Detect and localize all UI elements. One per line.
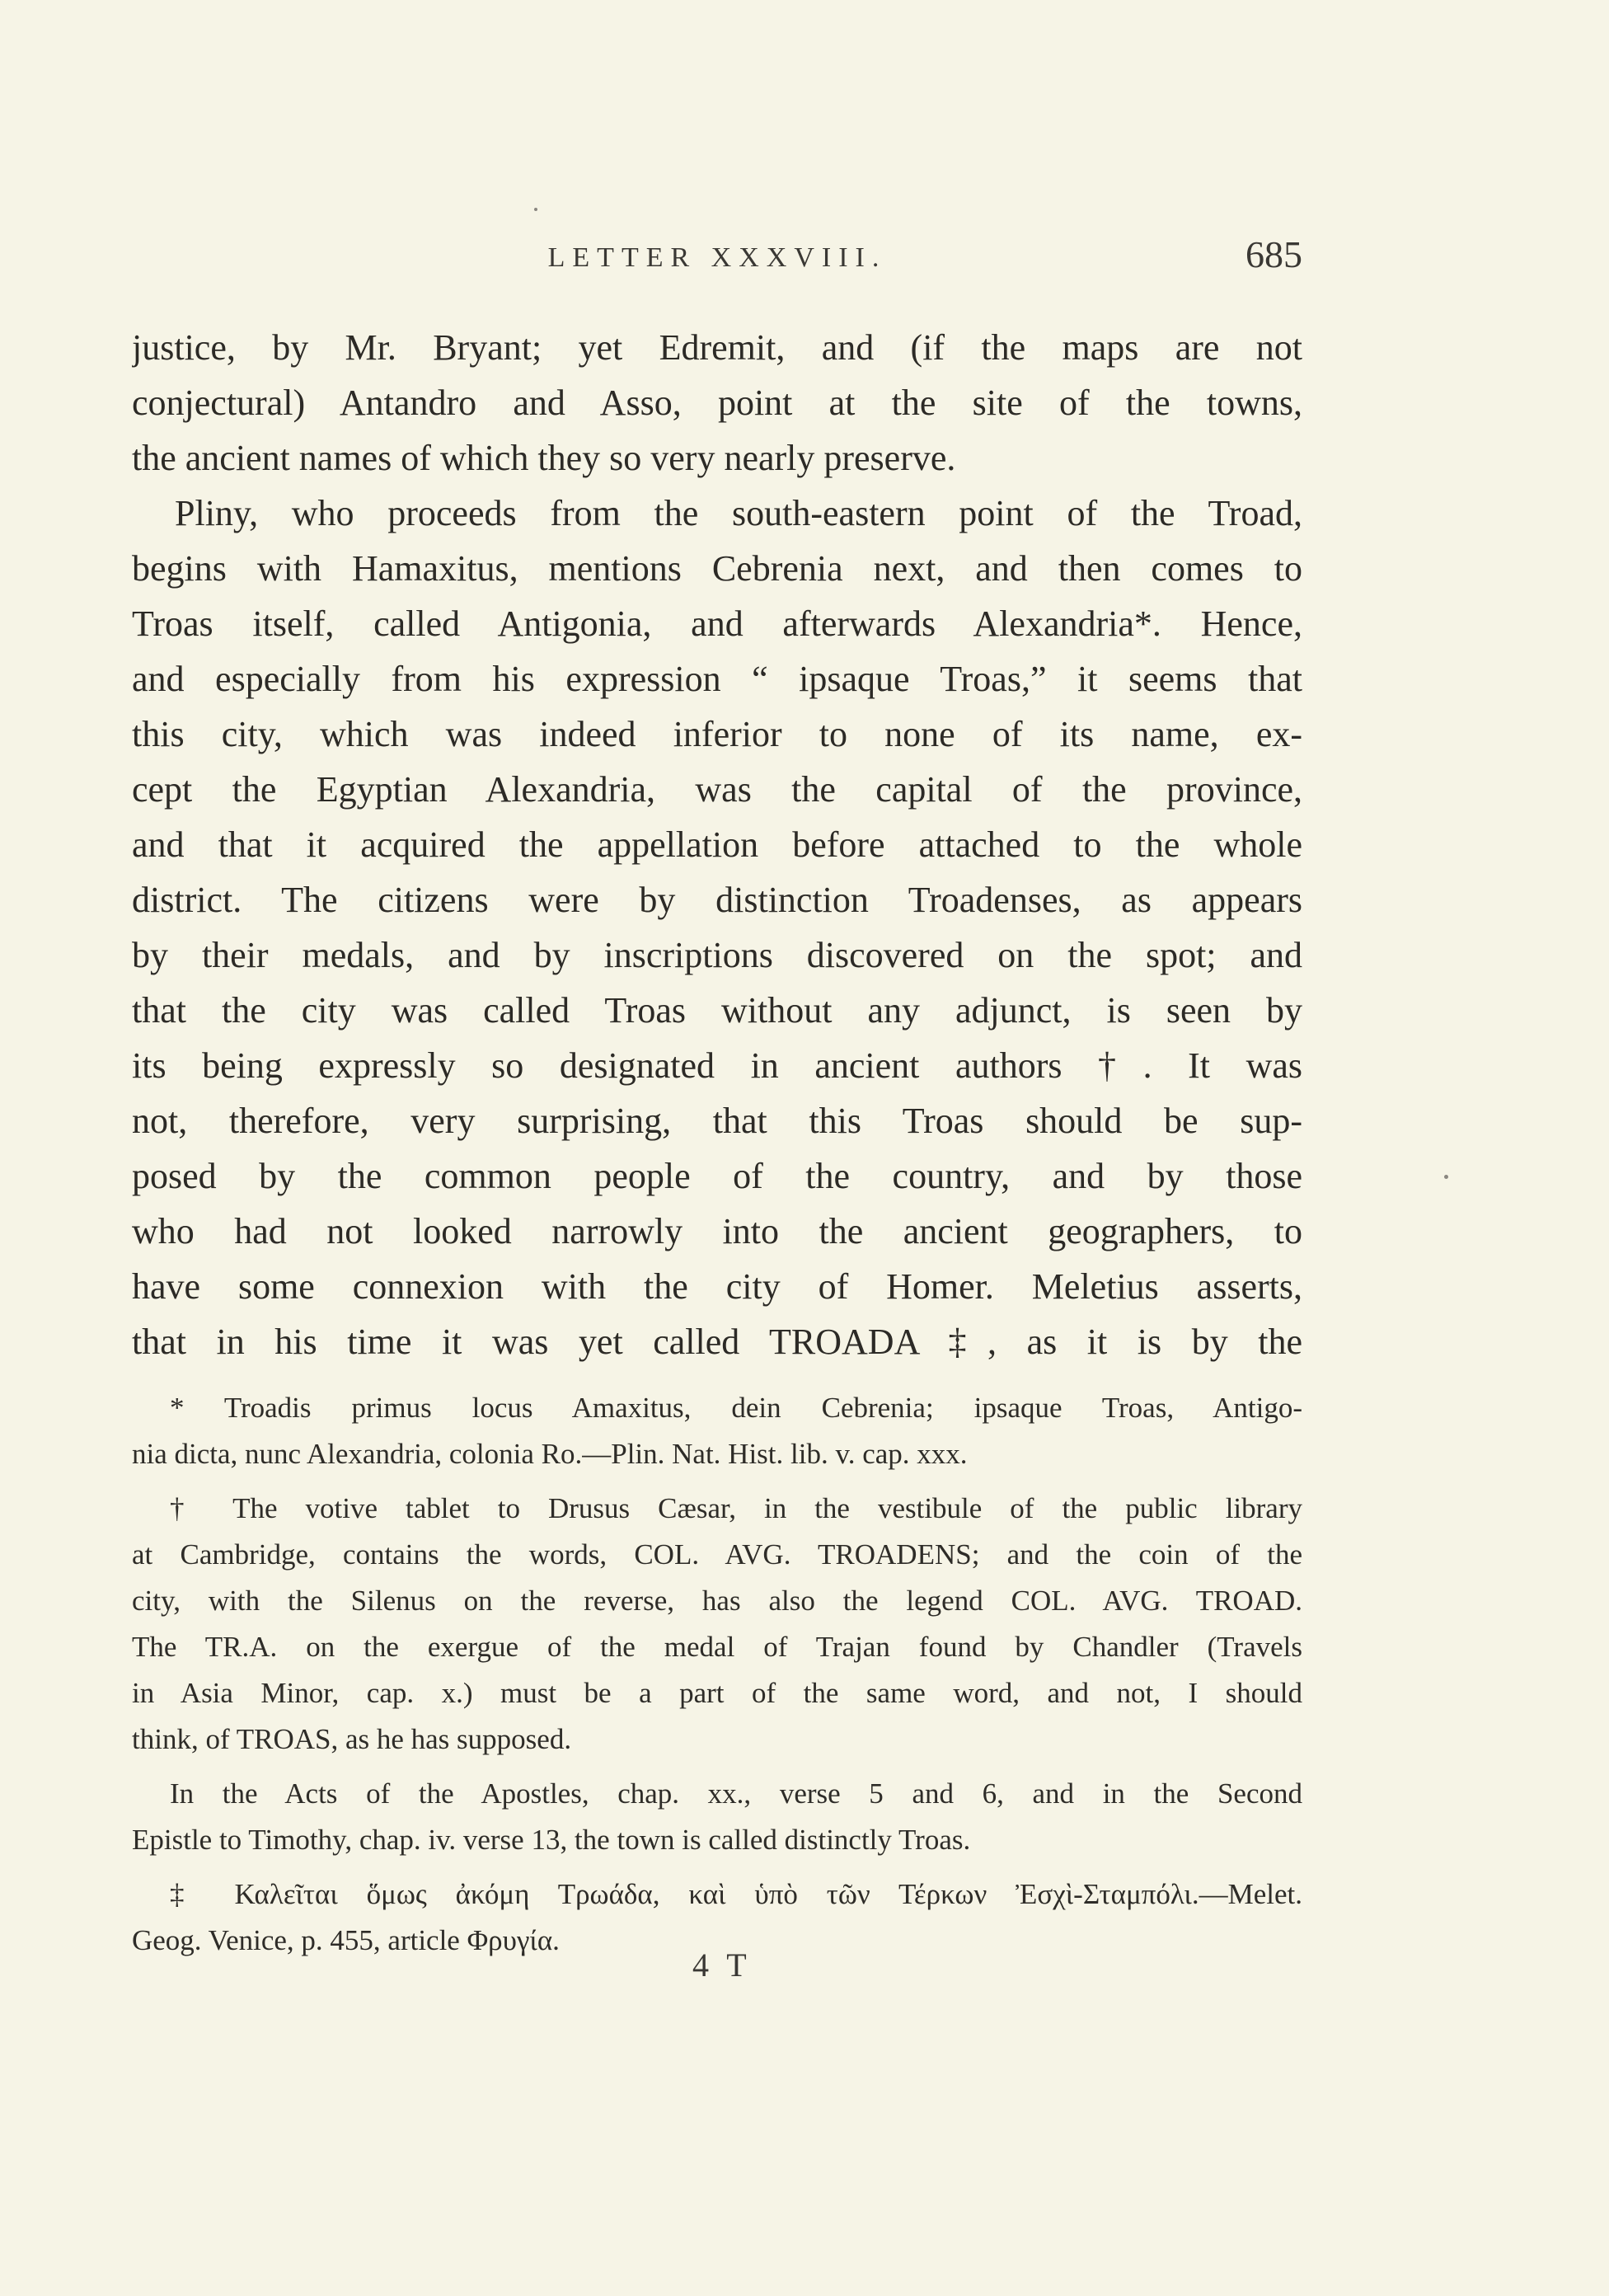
paper-speck — [1444, 1175, 1448, 1179]
body-line: by their medals, and by inscriptions discovered on the spot; and — [132, 935, 1302, 975]
body-line: posed by the common people of the country, and by those — [132, 1156, 1302, 1196]
signature-mark: 4 T — [692, 1946, 752, 1984]
body-line: that in his time it was yet called TROADA ‡, as it is by the — [132, 1322, 1302, 1362]
body-line: conjectural) Antandro and Asso, point at the site of the towns, — [132, 383, 1302, 423]
body-line: begins with Hamaxitus, mentions Cebrenia next, and then comes to — [132, 548, 1302, 589]
footnote-line: Epistle to Timothy, chap. iv. verse 13, the town is called distinctly Troas. — [132, 1824, 971, 1856]
body-line: and that it acquired the appellation before attached to the whole — [132, 824, 1302, 865]
running-head — [132, 232, 1302, 282]
body-line: its being expressly so designated in ancient authors †. It was — [132, 1045, 1302, 1086]
paper-speck — [534, 208, 537, 211]
body-line: that the city was called Troas without any adjunct, is seen by — [132, 990, 1302, 1031]
body-line: cept the Egyptian Alexandria, was the capital of the province, — [132, 769, 1302, 810]
footnote-line: in Asia Minor, cap. x.) must be a part of the same word, and not, I should — [132, 1677, 1302, 1709]
body-line: Troas itself, called Antigonia, and afterwards Alexandria*. Hence, — [132, 603, 1302, 644]
footnote-line: ‡ Καλεῖται ὅμως ἀκόμη Τρωάδα, καὶ ὑπὸ τῶν Τέρκων Ἐσχὶ-Σταμπόλι.—Melet. — [170, 1878, 1302, 1910]
body-line: and especially from his expression “ ipsaque Troas,” it seems that — [132, 659, 1302, 699]
page-number: 685 — [1245, 233, 1302, 275]
footnote-line: think, of TROAS, as he has supposed. — [132, 1723, 572, 1755]
footnote-line: * Troadis primus locus Amaxitus, dein Cebrenia; ipsaque Troas, Antigo- — [170, 1392, 1302, 1424]
footnote-line: In the Acts of the Apostles, chap. xx., verse 5 and 6, and in the Second — [170, 1777, 1302, 1810]
body-line: not, therefore, very surprising, that this Troas should be sup- — [132, 1101, 1302, 1141]
footnote-line: The TR.A. on the exergue of the medal of Trajan found by Chandler (Travels — [132, 1631, 1302, 1663]
body-line: district. The citizens were by distinction Troadenses, as appears — [132, 880, 1302, 920]
body-line: justice, by Mr. Bryant; yet Edremit, and (if the maps are not — [132, 327, 1302, 368]
body-line: have some connexion with the city of Homer. Meletius asserts, — [132, 1266, 1302, 1307]
footnote-line: † The votive tablet to Drusus Cæsar, in the vestibule of the public library — [170, 1492, 1302, 1524]
body-line: the ancient names of which they so very nearly preserve. — [132, 438, 956, 478]
footnote-line: nia dicta, nunc Alexandria, colonia Ro.—Plin. Nat. Hist. lib. v. cap. xxx. — [132, 1438, 968, 1470]
running-title: LETTER XXXVIII. — [547, 242, 887, 273]
body-text — [132, 320, 1302, 1369]
footnotes — [132, 1385, 1302, 1964]
body-line: who had not looked narrowly into the ancient geographers, to — [132, 1211, 1302, 1251]
footnote-line: at Cambridge, contains the words, COL. AVG. TROADENS; and the coin of the — [132, 1538, 1302, 1571]
footnote-line: Geog. Venice, p. 455, article Φρυγία. — [132, 1924, 560, 1956]
body-line: Pliny, who proceeds from the south-eastern point of the Troad, — [175, 493, 1302, 533]
body-line: this city, which was indeed inferior to none of its name, ex- — [132, 714, 1302, 754]
footnote-line: city, with the Silenus on the reverse, has also the legend COL. AVG. TROAD. — [132, 1585, 1302, 1617]
